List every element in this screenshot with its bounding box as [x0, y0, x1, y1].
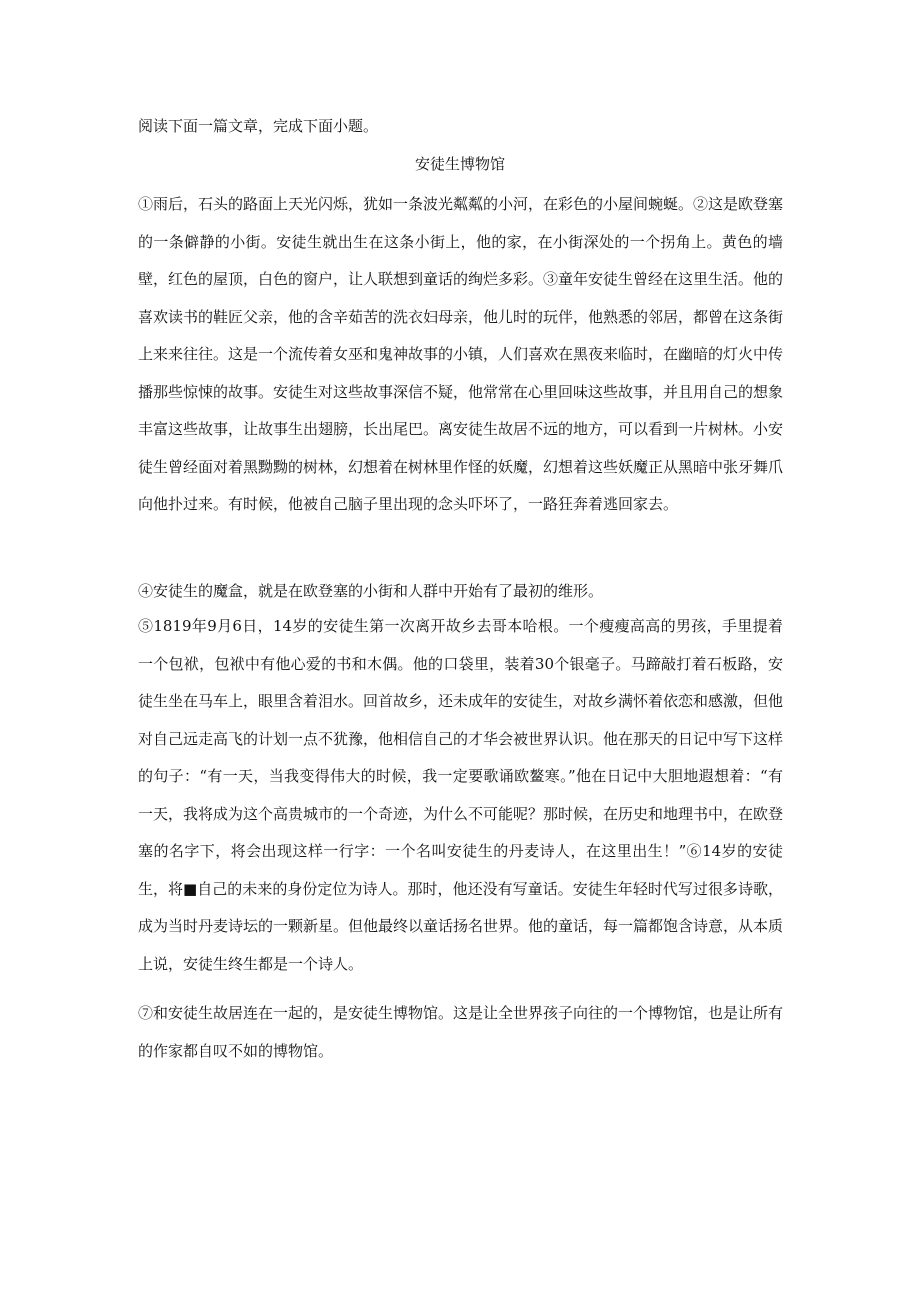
paragraph-5: ⑤1819年9月6日，14岁的安徒生第一次离开故乡去哥本哈根。一个瘦瘦高高的男孩，手里提着一个包袱，包袱中有他心爱的书和木偶。他的口袋里，装着30个银毫子。马蹄敲打着石板路，安徒生坐在马车上，眼里含着泪水。回首故乡，还未成年的安徒生，对故乡满怀着依恋和感激，但他对自己远走高飞的计划一点不犹豫，他相信自己的才华会被世界认识。他在那天的日记中写下这样的句子：“有一天，当我变得伟大的时候，我一定要歌诵欧鳌寒。”他在日记中大胆地遐想着：“有一天，我将成为这个高贵城市的一个奇迹，为什么不可能呢？那时候，在历史和地理书中，在欧登塞的名字下，将会出现这样一行字：一个名叫安徒生的丹麦诗人，在这里出生！”⑥14岁的安徒生，将■自己的未来的身份定位为诗人。那时，他还没有写童话。安徒生年轻时代写过很多诗歌，成为当时丹麦诗坛的一颗新星。但他最终以童话扬名世界。他的童话，每一篇都饱含诗意，从本质上说，安徒生终生都是一个诗人。: [138, 617, 784, 973]
paragraph-7: ⑦和安徒生故居连在一起的，是安徒生博物馆。这是让全世界孩子向往的一个博物馆，也是让所有的作家都自叹不如的博物馆。: [138, 1004, 784, 1060]
instruction-text: 阅读下面一篇文章，完成下面小题。: [138, 117, 379, 135]
article-title: 安徒生博物馆: [414, 155, 505, 173]
paragraph-4: ④安徒生的魔盒，就是在欧登塞的小街和人群中开始有了最初的维形。: [138, 582, 604, 600]
paragraph-1: ①雨后，石头的路面上天光闪烁，犹如一条波光粼粼的小河，在彩色的小屋间蜿蜒。②这是欧登塞的一条僻静的小街。安徒生就出生在这条小街上，他的家，在小街深处的一个拐角上。黄色的墙壁，红色的屋顶，白色的窗户，让人联想到童话的绚烂多彩。③童年安徒生曾经在这里生活。他的喜欢读书的鞋匠父亲，他的含辛茹苦的洗衣妇母亲，他儿时的玩伴，他熟悉的邻居，都曾在这条街上来来往往。这是一个流传着女巫和鬼神故事的小镇，人们喜欢在黑夜来临时，在幽暗的灯火中传播那些惊悚的故事。安徒生对这些故事深信不疑，他常常在心里回味这些故事，并且用自己的想象丰富这些故事，让故事生出翅膀，长出尾巴。离安徒生故居不远的地方，可以看到一片树林。小安徒生曾经面对着黑黝黝的树林，幻想着在树林里作怪的妖魔，幻想着这些妖魔正从黑暗中张牙舞爪向他扑过来。有时候，他被自己脑子里出现的念头吓坏了，一路狂奔着逃回家去。: [138, 195, 784, 513]
